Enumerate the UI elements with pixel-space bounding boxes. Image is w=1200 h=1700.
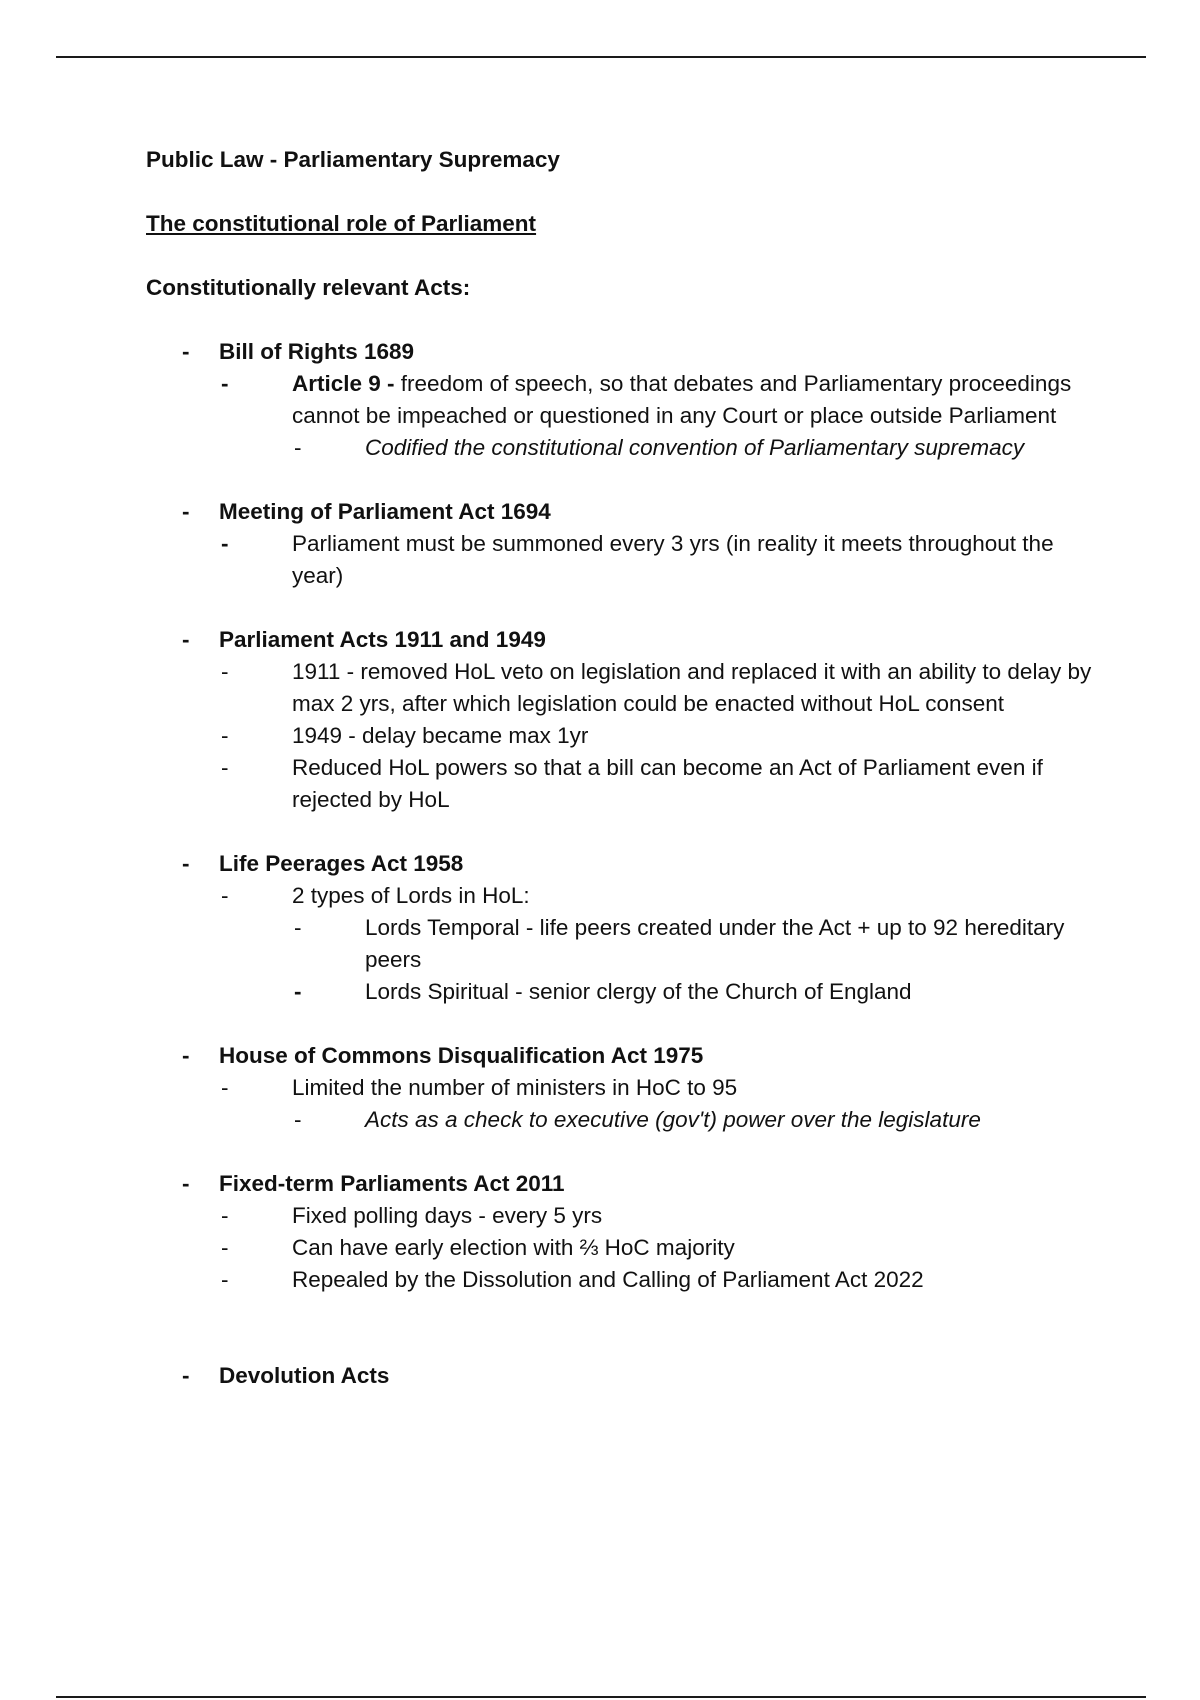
acts-list bbox=[146, 336, 1096, 1392]
act-bill-of-rights bbox=[146, 336, 1096, 464]
bullet-dash: - bbox=[221, 1267, 229, 1292]
act-meeting-of-parliament bbox=[146, 496, 1096, 592]
bullet-dash: - bbox=[294, 1107, 302, 1132]
act-fixed-term-parliaments bbox=[146, 1168, 1096, 1296]
act-hoc-disqualification bbox=[146, 1040, 1096, 1136]
bullet-dash: - bbox=[221, 1203, 229, 1228]
bullet-dash: - bbox=[294, 435, 302, 460]
act-points bbox=[219, 880, 1096, 1008]
sub-point-text: Acts as a check to executive (gov't) power over the legislature bbox=[365, 1107, 981, 1132]
act-points bbox=[219, 656, 1096, 816]
sub-point-text: Lords Spiritual - senior clergy of the Church of England bbox=[365, 979, 912, 1004]
bullet-dash: - bbox=[221, 755, 229, 780]
point-text: Repealed by the Dissolution and Calling of Parliament Act 2022 bbox=[292, 1267, 924, 1292]
act-points bbox=[219, 1072, 1096, 1136]
sub-point bbox=[292, 912, 1096, 976]
bullet-dash: - bbox=[221, 723, 229, 748]
act-points bbox=[219, 368, 1096, 464]
point-text: freedom of speech, so that debates and Parliamentary proceedings cannot be impeached or questioned in any Court or place outside Parliament bbox=[292, 371, 1072, 428]
act-points bbox=[219, 528, 1096, 592]
act-title: Parliament Acts 1911 and 1949 bbox=[219, 627, 546, 652]
section-heading: The constitutional role of Parliament bbox=[146, 211, 537, 236]
bullet-dash: - bbox=[221, 659, 229, 684]
sub-points bbox=[292, 432, 1096, 464]
act-point bbox=[219, 1072, 1096, 1136]
point-text: Reduced HoL powers so that a bill can become an Act of Parliament even if rejected by HoL bbox=[292, 755, 1043, 812]
sub-points bbox=[292, 1104, 1096, 1136]
acts-heading: Constitutionally relevant Acts: bbox=[146, 275, 471, 300]
bullet-dash: - bbox=[221, 531, 229, 556]
act-points bbox=[219, 1200, 1096, 1296]
point-text: Parliament must be summoned every 3 yrs (in reality it meets throughout the year) bbox=[292, 531, 1054, 588]
act-devolution bbox=[146, 1360, 1096, 1392]
act-title: Bill of Rights 1689 bbox=[219, 339, 415, 364]
sub-point bbox=[292, 1104, 1096, 1136]
point-text: 2 types of Lords in HoL: bbox=[292, 883, 530, 908]
footer-rule bbox=[56, 1696, 1146, 1698]
point-text: 1949 - delay became max 1yr bbox=[292, 723, 589, 748]
sub-point-text: Codified the constitutional convention of Parliamentary supremacy bbox=[365, 435, 1025, 460]
act-point bbox=[219, 752, 1096, 816]
document-title: Public Law - Parliamentary Supremacy bbox=[146, 147, 560, 172]
bullet-dash: - bbox=[182, 1043, 190, 1068]
document-body bbox=[146, 144, 1096, 1424]
act-title: Devolution Acts bbox=[219, 1363, 390, 1388]
act-point bbox=[219, 1232, 1096, 1264]
act-point bbox=[219, 1264, 1096, 1296]
act-point bbox=[219, 1200, 1096, 1232]
act-title: Life Peerages Act 1958 bbox=[219, 851, 464, 876]
sub-point-text: Lords Temporal - life peers created under the Act + up to 92 hereditary peers bbox=[365, 915, 1065, 972]
bullet-dash: - bbox=[294, 979, 302, 1004]
bullet-dash: - bbox=[182, 339, 190, 364]
bullet-dash: - bbox=[221, 1075, 229, 1100]
sub-point bbox=[292, 432, 1096, 464]
bullet-dash: - bbox=[182, 1171, 190, 1196]
act-point bbox=[219, 368, 1096, 464]
act-point bbox=[219, 880, 1096, 1008]
act-life-peerages bbox=[146, 848, 1096, 1008]
bullet-dash: - bbox=[182, 1363, 190, 1388]
act-point bbox=[219, 720, 1096, 752]
point-text: 1911 - removed HoL veto on legislation and replaced it with an ability to delay by max 2 yrs, after which legislation could be enacted without HoL consent bbox=[292, 659, 1092, 716]
article-label: Article 9 - bbox=[292, 371, 395, 396]
bullet-dash: - bbox=[221, 883, 229, 908]
bullet-dash: - bbox=[182, 499, 190, 524]
point-text: Fixed polling days - every 5 yrs bbox=[292, 1203, 603, 1228]
header-rule bbox=[56, 56, 1146, 58]
bullet-dash: - bbox=[221, 371, 229, 396]
act-title: Fixed-term Parliaments Act 2011 bbox=[219, 1171, 565, 1196]
act-title: Meeting of Parliament Act 1694 bbox=[219, 499, 551, 524]
act-point bbox=[219, 656, 1096, 720]
bullet-dash: - bbox=[182, 627, 190, 652]
bullet-dash: - bbox=[221, 1235, 229, 1260]
sub-points bbox=[292, 912, 1096, 1008]
bullet-dash: - bbox=[182, 851, 190, 876]
point-text: Limited the number of ministers in HoC to 95 bbox=[292, 1075, 738, 1100]
bullet-dash: - bbox=[294, 915, 302, 940]
act-title: House of Commons Disqualification Act 1975 bbox=[219, 1043, 704, 1068]
sub-point bbox=[292, 976, 1096, 1008]
act-parliament-acts bbox=[146, 624, 1096, 816]
act-point bbox=[219, 528, 1096, 592]
point-text: Can have early election with ⅔ HoC majority bbox=[292, 1235, 735, 1260]
